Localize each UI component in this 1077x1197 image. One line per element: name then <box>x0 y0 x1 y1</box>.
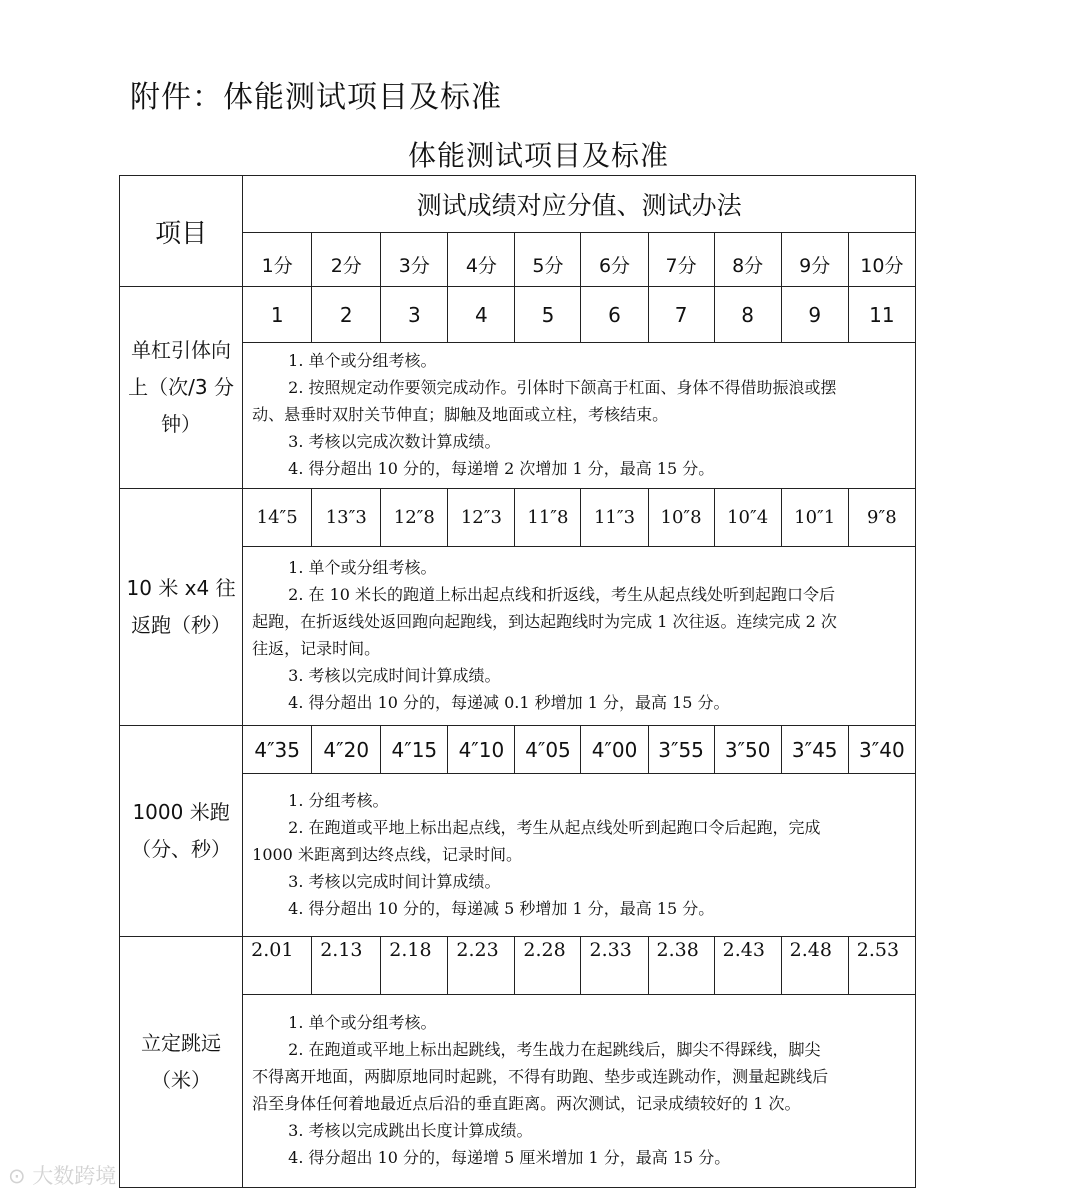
score-value: 2.33 <box>581 937 648 995</box>
score-value: 2 <box>312 287 381 343</box>
method-line: 2. 在跑道或平地上标出起跳线，考生战力在起跳线后，脚尖不得踩线，脚尖 <box>288 1040 821 1059</box>
method-line: 3. 考核以完成次数计算成绩。 <box>288 432 501 451</box>
score-value: 3″40 <box>848 726 915 774</box>
item-name-line: 钟） <box>161 412 202 436</box>
point-header: 5分 <box>515 233 581 287</box>
point-header: 9分 <box>781 233 848 287</box>
test-method <box>243 774 916 937</box>
score-value: 10″4 <box>714 489 781 547</box>
score-value: 11″3 <box>581 489 648 547</box>
item-name-line: 立定跳远 <box>141 1031 222 1055</box>
score-value: 11″8 <box>515 489 581 547</box>
method-line: 沿至身体任何着地最近点后沿的垂直距离。两次测试，记录成绩较好的 1 次。 <box>252 1094 801 1113</box>
watermark-text: 大数跨境 <box>32 1164 117 1188</box>
score-value: 5 <box>515 287 581 343</box>
method-line: 往返，记录时间。 <box>252 639 381 658</box>
method-line: 1000 米距离到达终点线，记录时间。 <box>252 844 522 864</box>
method-line: 1. 分组考核。 <box>288 790 389 810</box>
method-line: 4. 得分超出 10 分的，每递增 2 次增加 1 分，最高 15 分。 <box>288 459 715 478</box>
point-header: 8分 <box>714 233 781 287</box>
test-method <box>243 547 916 726</box>
method-line: 不得离开地面，两脚原地同时起跳，不得有助跑、垫步或连跳动作，测量起跳线后 <box>252 1067 829 1086</box>
method-line: 2. 在跑道或平地上标出起点线，考生从起点线处听到起跑口令后起跑，完成 <box>288 817 821 837</box>
score-value: 4″15 <box>381 726 448 774</box>
score-value: 12″8 <box>381 489 448 547</box>
method-line: 2. 在 10 米长的跑道上标出起点线和折返线，考生从起点线处听到起跑口令后 <box>288 585 836 604</box>
point-header: 7分 <box>648 233 714 287</box>
method-line: 3. 考核以完成时间计算成绩。 <box>288 666 501 685</box>
method-line: 1. 单个或分组考核。 <box>288 558 437 577</box>
point-header: 2分 <box>312 233 381 287</box>
score-value: 2.13 <box>312 937 381 995</box>
table-title: 体能测试项目及标准 <box>407 139 669 172</box>
method-line: 2. 按照规定动作要领完成动作。引体时下颌高于杠面、身体不得借助振浪或摆 <box>288 378 837 397</box>
watermark <box>8 1160 116 1190</box>
item-name-line: 单杠引体向 <box>131 338 232 362</box>
score-value: 13″3 <box>312 489 381 547</box>
score-value: 3″50 <box>714 726 781 774</box>
score-value: 4″10 <box>448 726 515 774</box>
item-name <box>120 287 243 489</box>
score-value: 11 <box>848 287 915 343</box>
score-value: 4 <box>448 287 515 343</box>
score-value: 8 <box>714 287 781 343</box>
score-caption: 测试成绩对应分值、测试办法 <box>243 176 916 233</box>
item-name-line: （分、秒） <box>131 837 232 861</box>
item-name-line: 上（次/3 分 <box>128 375 234 399</box>
score-value: 2.01 <box>243 937 312 995</box>
method-line: 动、悬垂时双肘关节伸直；脚触及地面或立柱，考核结束。 <box>252 405 669 424</box>
point-header: 1分 <box>243 233 312 287</box>
score-value: 2.38 <box>648 937 714 995</box>
annex-title: 附件：体能测试项目及标准 <box>130 80 502 115</box>
point-header: 10分 <box>848 233 915 287</box>
method-line: 起跑，在折返线处返回跑向起跑线，到达起跑线时为完成 1 次往返。连续完成 2 次 <box>252 612 837 631</box>
item-name-line: 1000 米跑 <box>132 800 230 824</box>
score-value: 3″55 <box>648 726 714 774</box>
method-line: 3. 考核以完成跳出长度计算成绩。 <box>288 1121 533 1140</box>
score-value: 4″05 <box>515 726 581 774</box>
method-line: 4. 得分超出 10 分的，每递减 0.1 秒增加 1 分，最高 15 分。 <box>288 693 730 712</box>
method-line: 4. 得分超出 10 分的，每递增 5 厘米增加 1 分，最高 15 分。 <box>288 1148 731 1167</box>
method-line: 3. 考核以完成时间计算成绩。 <box>288 871 501 891</box>
score-value: 2.28 <box>515 937 581 995</box>
point-header: 6分 <box>581 233 648 287</box>
score-value: 2.43 <box>714 937 781 995</box>
score-value: 4″35 <box>243 726 312 774</box>
method-line: 1. 单个或分组考核。 <box>288 1013 437 1032</box>
item-name-line: 返跑（秒） <box>131 613 232 637</box>
score-value: 2.18 <box>381 937 448 995</box>
score-value: 12″3 <box>448 489 515 547</box>
item-name-line: 10 米 x4 往 <box>126 576 236 600</box>
item-name <box>120 937 243 1188</box>
method-line: 1. 单个或分组考核。 <box>288 351 437 370</box>
item-name <box>120 489 243 726</box>
standards-table <box>119 175 916 1188</box>
test-method <box>243 995 916 1188</box>
score-value: 9″8 <box>848 489 915 547</box>
score-value: 7 <box>648 287 714 343</box>
score-value: 4″20 <box>312 726 381 774</box>
score-value: 3 <box>381 287 448 343</box>
point-header: 4分 <box>448 233 515 287</box>
item-header: 项目 <box>120 176 243 287</box>
item-name <box>120 726 243 937</box>
item-name-line: （米） <box>151 1068 212 1092</box>
score-value: 1 <box>243 287 312 343</box>
watermark-logo-icon: ⊙ <box>8 1164 33 1188</box>
score-value: 4″00 <box>581 726 648 774</box>
score-value: 2.48 <box>781 937 848 995</box>
score-value: 14″5 <box>243 489 312 547</box>
point-header: 3分 <box>381 233 448 287</box>
score-value: 10″8 <box>648 489 714 547</box>
method-line: 4. 得分超出 10 分的，每递减 5 秒增加 1 分，最高 15 分。 <box>288 898 715 918</box>
score-value: 2.53 <box>848 937 915 995</box>
score-value: 2.23 <box>448 937 515 995</box>
score-value: 9 <box>781 287 848 343</box>
score-value: 3″45 <box>781 726 848 774</box>
test-method <box>243 343 916 489</box>
score-value: 6 <box>581 287 648 343</box>
score-value: 10″1 <box>781 489 848 547</box>
